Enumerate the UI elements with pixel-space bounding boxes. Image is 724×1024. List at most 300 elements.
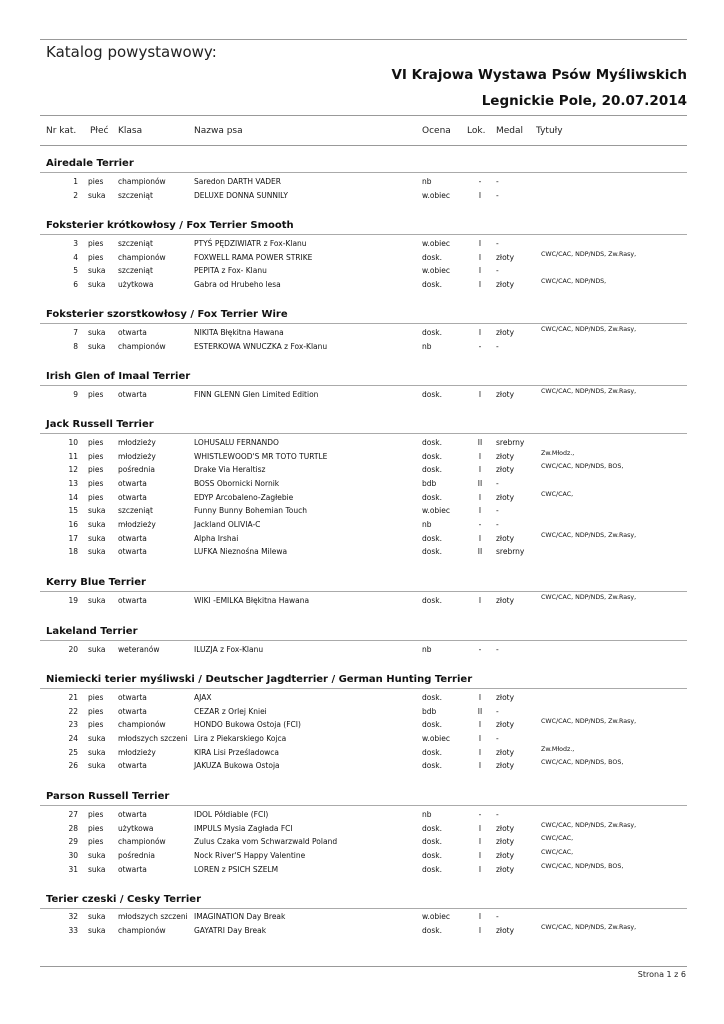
- cell-sex: pies: [88, 823, 104, 833]
- cell-medal: -: [496, 519, 499, 529]
- cell-class: młodzieży: [118, 747, 156, 757]
- cell-place: I: [478, 850, 482, 860]
- cell-medal: -: [496, 177, 499, 186]
- cell-name: NIKITA Błękitna Hawana: [194, 328, 284, 337]
- cell-class: pośrednia: [118, 465, 155, 475]
- cell-medal: złoty: [496, 850, 515, 860]
- cell-place: I: [478, 252, 482, 262]
- cell-place: I: [478, 912, 482, 921]
- section-title: Niemiecki terier myśliwski / Deutscher Jagdterrier / German Hunting Terrier: [46, 674, 473, 685]
- cell-place: I: [478, 451, 482, 461]
- column-header-titles: Tytuły: [536, 126, 563, 136]
- cell-name: PEPITA z Fox- Klanu: [194, 266, 267, 276]
- cell-medal: złoty: [496, 837, 515, 847]
- cell-nr: 31: [68, 864, 78, 874]
- cell-titles: CWC/CAC, NDP/NDS, Zw.Rasy,: [541, 821, 637, 829]
- cell-place: -: [478, 645, 482, 654]
- cell-nr: 28: [68, 823, 78, 833]
- cell-medal: -: [496, 478, 499, 488]
- cell-sex: suka: [88, 547, 106, 557]
- cell-nr: 5: [73, 266, 78, 276]
- cell-grade: dosk.: [422, 492, 442, 502]
- cell-nr: 8: [73, 341, 78, 351]
- cell-medal: złoty: [496, 533, 515, 543]
- cell-medal: złoty: [496, 492, 515, 502]
- cell-nr: 2: [73, 190, 78, 200]
- cell-nr: 3: [73, 239, 78, 248]
- event-title: VI Krajowa Wystawa Psów Myśliwskich: [391, 67, 687, 83]
- cell-grade: dosk.: [422, 252, 442, 262]
- cell-sex: suka: [88, 506, 106, 516]
- cell-class: pośrednia: [118, 850, 155, 860]
- column-header-medal: Medal: [496, 126, 524, 136]
- cell-medal: złoty: [496, 465, 515, 475]
- section-rule: [40, 172, 687, 173]
- cell-medal: -: [496, 706, 499, 716]
- cell-nr: 11: [68, 451, 78, 461]
- cell-nr: 13: [68, 478, 78, 488]
- cell-titles: CWC/CAC, NDP/NDS, BOS,: [541, 862, 624, 870]
- cell-class: weteranów: [118, 645, 160, 654]
- column-header-sex: Płeć: [90, 126, 109, 136]
- cell-sex: pies: [88, 438, 104, 447]
- cell-nr: 10: [68, 438, 78, 447]
- cell-titles: CWC/CAC,: [541, 490, 574, 498]
- cell-nr: 16: [68, 519, 78, 529]
- cell-sex: suka: [88, 850, 106, 860]
- cell-name: GAYATRI Day Break: [194, 925, 267, 935]
- cell-class: championów: [118, 177, 166, 186]
- cell-sex: pies: [88, 390, 104, 399]
- cell-grade: dosk.: [422, 279, 442, 289]
- cell-nr: 26: [68, 761, 78, 771]
- cell-sex: suka: [88, 519, 106, 529]
- cell-nr: 29: [68, 837, 78, 847]
- table-row: [0, 250, 724, 267]
- section-title: Jack Russell Terrier: [46, 419, 154, 430]
- cell-medal: srebrny: [496, 438, 525, 447]
- cell-nr: 21: [68, 693, 78, 702]
- cell-medal: złoty: [496, 279, 515, 289]
- cell-name: PTYŚ PĘDZIWIATR z Fox-Klanu: [194, 239, 307, 248]
- cell-nr: 12: [68, 465, 78, 475]
- cell-medal: złoty: [496, 693, 515, 702]
- cell-sex: pies: [88, 478, 104, 488]
- cell-medal: złoty: [496, 252, 515, 262]
- cell-nr: 23: [68, 720, 78, 730]
- cell-medal: złoty: [496, 720, 515, 730]
- section-rule: [40, 640, 687, 641]
- cell-grade: dosk.: [422, 465, 442, 475]
- cell-sex: suka: [88, 912, 106, 921]
- cell-grade: dosk.: [422, 761, 442, 771]
- cell-class: championów: [118, 925, 166, 935]
- cell-medal: złoty: [496, 761, 515, 771]
- cell-name: Saredon DARTH VADER: [194, 177, 281, 186]
- cell-grade: dosk.: [422, 547, 442, 557]
- cell-medal: -: [496, 645, 499, 654]
- cell-grade: nb: [422, 810, 432, 819]
- cell-class: szczeniąt: [118, 506, 153, 516]
- table-row: [0, 506, 724, 520]
- cell-name: JAKUZA Bukowa Ostoja: [194, 761, 280, 771]
- cell-place: II: [477, 547, 483, 557]
- cell-sex: suka: [88, 596, 106, 605]
- table-row: [0, 531, 724, 548]
- cell-grade: w.obiec: [422, 266, 451, 276]
- section-title: Irish Glen of Imaal Terrier: [46, 371, 191, 382]
- cell-nr: 1: [73, 177, 78, 186]
- cell-medal: -: [496, 912, 499, 921]
- cell-name: Jackland OLIVIA-C: [194, 519, 261, 529]
- cell-place: -: [478, 810, 482, 819]
- cell-medal: złoty: [496, 747, 515, 757]
- section-title: Lakeland Terrier: [46, 626, 138, 637]
- cell-sex: suka: [88, 645, 106, 654]
- cell-class: młodszych szczeni: [118, 912, 188, 921]
- cell-medal: złoty: [496, 925, 515, 935]
- cell-grade: dosk.: [422, 596, 442, 605]
- column-header-nr: Nr kat.: [46, 126, 77, 136]
- cell-medal: -: [496, 190, 499, 200]
- cell-name: AJAX: [194, 693, 212, 702]
- cell-class: championów: [118, 341, 166, 351]
- cell-class: otwarta: [118, 492, 147, 502]
- cell-sex: pies: [88, 177, 104, 186]
- cell-medal: srebrny: [496, 547, 525, 557]
- cell-nr: 6: [73, 279, 78, 289]
- cell-nr: 20: [68, 645, 78, 654]
- cell-name: Zulus Czaka vom Schwarzwald Poland: [194, 837, 338, 847]
- cell-titles: CWC/CAC, NDP/NDS, BOS,: [541, 463, 624, 471]
- cell-class: otwarta: [118, 810, 147, 819]
- cell-titles: CWC/CAC, NDP/NDS, Zw.Rasy,: [541, 388, 637, 395]
- cell-nr: 33: [68, 925, 78, 935]
- cell-class: młodzieży: [118, 451, 156, 461]
- table-row: [0, 547, 724, 561]
- cell-name: LOREN z PSICH SZELM: [194, 864, 279, 874]
- cell-grade: dosk.: [422, 850, 442, 860]
- cell-medal: złoty: [496, 596, 515, 605]
- cell-name: LOHUSALU FERNANDO: [194, 438, 279, 447]
- cell-nr: 24: [68, 733, 78, 743]
- cell-class: championów: [118, 252, 166, 262]
- cell-nr: 14: [68, 492, 78, 502]
- cell-place: I: [478, 190, 482, 200]
- cell-name: WIKI -EMILKA Błękitna Hawana: [194, 596, 310, 605]
- cell-medal: -: [496, 266, 499, 276]
- cell-titles: CWC/CAC, NDP/NDS, BOS,: [541, 759, 624, 767]
- cell-sex: pies: [88, 720, 104, 730]
- cell-place: I: [478, 328, 482, 337]
- cell-class: otwarta: [118, 328, 147, 337]
- cell-nr: 4: [73, 252, 78, 262]
- table-row: [0, 390, 724, 404]
- catalog-title: Katalog powystawowy:: [46, 43, 217, 61]
- cell-place: I: [478, 492, 482, 502]
- cell-medal: -: [496, 341, 499, 351]
- cell-name: FOXWELL RAMA POWER STRIKE: [194, 252, 313, 262]
- cell-name: HONDO Bukowa Ostoja (FCI): [194, 720, 301, 730]
- cell-place: I: [478, 747, 482, 757]
- cell-place: I: [478, 279, 482, 289]
- cell-sex: suka: [88, 733, 106, 743]
- table-row: [0, 328, 724, 342]
- cell-class: otwarta: [118, 596, 147, 605]
- cell-place: I: [478, 925, 482, 935]
- cell-name: EDYP Arcobaleno-Zagłebie: [194, 492, 294, 502]
- table-row: [0, 645, 724, 659]
- cell-sex: suka: [88, 925, 106, 935]
- cell-name: Lira z Piekarskiego Kojca: [194, 733, 287, 743]
- cell-sex: pies: [88, 810, 104, 819]
- cell-place: I: [478, 390, 482, 399]
- cell-class: otwarta: [118, 547, 147, 557]
- table-row: [0, 821, 724, 838]
- cell-class: otwarta: [118, 761, 147, 771]
- cell-sex: pies: [88, 492, 104, 502]
- cell-grade: dosk.: [422, 438, 442, 447]
- table-row: [0, 490, 724, 507]
- cell-name: BOSS Obornicki Nornik: [194, 478, 280, 488]
- cell-sex: suka: [88, 190, 106, 200]
- table-row: [0, 191, 724, 205]
- cell-place: I: [478, 761, 482, 771]
- page-number: Strona 1 z 6: [637, 970, 686, 979]
- cell-medal: złoty: [496, 390, 515, 399]
- cell-class: młodzieży: [118, 438, 156, 447]
- cell-titles: CWC/CAC,: [541, 835, 574, 843]
- cell-sex: pies: [88, 451, 104, 461]
- cell-place: -: [478, 519, 482, 529]
- cell-sex: suka: [88, 533, 106, 543]
- cell-grade: nb: [422, 519, 432, 529]
- cell-nr: 27: [68, 810, 78, 819]
- cell-sex: suka: [88, 864, 106, 874]
- cell-medal: złoty: [496, 328, 515, 337]
- table-row: [0, 438, 724, 452]
- cell-class: szczeniąt: [118, 190, 153, 200]
- section-title: Terier czeski / Cesky Terrier: [46, 894, 202, 905]
- cell-grade: w.obiec: [422, 239, 451, 248]
- cell-medal: złoty: [496, 823, 515, 833]
- cell-place: I: [478, 864, 482, 874]
- table-row: [0, 266, 724, 280]
- cell-grade: nb: [422, 645, 432, 654]
- cell-place: I: [478, 837, 482, 847]
- cell-place: I: [478, 266, 482, 276]
- cell-grade: nb: [422, 341, 432, 351]
- cell-nr: 17: [68, 533, 78, 543]
- cell-class: użytkowa: [118, 823, 154, 833]
- cell-name: FINN GLENN Glen Limited Edition: [194, 390, 319, 399]
- cell-place: I: [478, 823, 482, 833]
- cell-nr: 25: [68, 747, 78, 757]
- cell-titles: CWC/CAC, NDP/NDS, Zw.Rasy,: [541, 531, 637, 539]
- section-title: Kerry Blue Terrier: [46, 577, 146, 588]
- cell-place: I: [478, 720, 482, 730]
- cell-grade: nb: [422, 177, 432, 186]
- cell-class: użytkowa: [118, 279, 154, 289]
- cell-medal: złoty: [496, 451, 515, 461]
- table-row: [0, 837, 724, 851]
- cell-grade: w.obiec: [422, 506, 451, 516]
- cell-medal: -: [496, 506, 499, 516]
- event-place: Legnickie Pole, 20.07.2014: [481, 93, 687, 109]
- cell-place: II: [477, 438, 483, 447]
- cell-grade: bdb: [422, 478, 437, 488]
- cell-place: I: [478, 239, 482, 248]
- cell-nr: 22: [68, 706, 78, 716]
- cell-name: DELUXE DONNA SUNNILY: [194, 190, 288, 200]
- cell-name: Gabra od Hrubeho lesa: [194, 279, 281, 289]
- cell-nr: 30: [68, 850, 78, 860]
- cell-nr: 15: [68, 506, 78, 516]
- cell-place: I: [478, 533, 482, 543]
- cell-nr: 32: [68, 912, 78, 921]
- section-rule: [40, 433, 687, 434]
- cell-class: szczeniąt: [118, 266, 153, 276]
- section-rule: [40, 234, 687, 235]
- cell-class: otwarta: [118, 533, 147, 543]
- cell-grade: dosk.: [422, 693, 442, 702]
- column-header-class: Klasa: [118, 126, 143, 136]
- table-row: [0, 596, 724, 610]
- cell-name: CEZAR z Orlej Kniei: [194, 706, 267, 716]
- table-row: [0, 923, 724, 940]
- section-rule: [40, 688, 687, 689]
- cell-name: KIRA Lisi Prześladowca: [194, 747, 280, 757]
- cell-place: -: [478, 341, 482, 351]
- cell-titles: Zw.Młodz.,: [541, 745, 575, 753]
- cell-nr: 19: [68, 596, 78, 605]
- cell-class: szczeniąt: [118, 239, 153, 248]
- table-row: [0, 761, 724, 775]
- top-rule: [40, 39, 687, 40]
- cell-grade: w.obiec: [422, 912, 451, 921]
- cell-medal: -: [496, 239, 499, 248]
- cell-medal: -: [496, 733, 499, 743]
- cell-grade: dosk.: [422, 720, 442, 730]
- cell-grade: dosk.: [422, 533, 442, 543]
- table-row: [0, 862, 724, 879]
- cell-grade: w.obiec: [422, 190, 451, 200]
- cell-class: championów: [118, 837, 166, 847]
- cell-name: IDOL Półdiable (FCI): [194, 810, 269, 819]
- table-row: [0, 720, 724, 734]
- section-rule: [40, 591, 687, 592]
- cell-name: WHISTLEWOOD'S MR TOTO TURTLE: [194, 451, 328, 461]
- cell-grade: dosk.: [422, 747, 442, 757]
- table-row: [0, 277, 724, 294]
- table-row: [0, 177, 724, 191]
- table-row: [0, 342, 724, 356]
- cell-place: I: [478, 693, 482, 702]
- cell-place: II: [477, 706, 483, 716]
- cell-sex: suka: [88, 761, 106, 771]
- table-row: [0, 693, 724, 707]
- cell-sex: suka: [88, 279, 106, 289]
- cell-titles: CWC/CAC, NDP/NDS, Zw.Rasy,: [541, 718, 637, 726]
- cell-medal: złoty: [496, 864, 515, 874]
- section-title: Foksterier szorstkowłosy / Fox Terrier Wire: [46, 309, 288, 320]
- cell-name: IMPULS Mysia Zagłada FCI: [194, 823, 293, 833]
- cell-grade: dosk.: [422, 451, 442, 461]
- table-row: [0, 465, 724, 479]
- cell-grade: dosk.: [422, 925, 442, 935]
- cell-sex: suka: [88, 328, 106, 337]
- cell-titles: Zw.Młodz.,: [541, 449, 575, 457]
- column-header-name: Nazwa psa: [194, 126, 243, 136]
- cell-titles: CWC/CAC, NDP/NDS, Zw.Rasy,: [541, 326, 637, 333]
- cell-place: -: [478, 177, 482, 186]
- cell-sex: suka: [88, 747, 106, 757]
- cell-place: II: [477, 478, 483, 488]
- cell-sex: suka: [88, 266, 106, 276]
- header-rule: [40, 115, 687, 116]
- cell-grade: dosk.: [422, 864, 442, 874]
- cell-grade: dosk.: [422, 837, 442, 847]
- section-title: Airedale Terrier: [46, 158, 134, 169]
- cell-name: LUFKA Nieznośna Milewa: [194, 547, 288, 557]
- section-title: Foksterier krótkowłosy / Fox Terrier Smooth: [46, 220, 294, 231]
- cell-nr: 9: [73, 390, 78, 399]
- table-row: [0, 479, 724, 493]
- footer-rule: [40, 966, 687, 967]
- section-title: Parson Russell Terrier: [46, 791, 170, 802]
- cell-sex: pies: [88, 239, 104, 248]
- cell-grade: dosk.: [422, 328, 442, 337]
- cell-titles: CWC/CAC, NDP/NDS, Zw.Rasy,: [541, 594, 637, 601]
- cell-name: Drake Via Heraltisz: [194, 465, 266, 475]
- cell-titles: CWC/CAC,: [541, 848, 574, 856]
- cell-name: Nock River'S Happy Valentine: [194, 850, 306, 860]
- cell-name: IMAGINATION Day Break: [194, 912, 286, 921]
- cell-sex: suka: [88, 341, 106, 351]
- cell-grade: dosk.: [422, 390, 442, 399]
- cell-grade: dosk.: [422, 823, 442, 833]
- cell-nr: 7: [73, 328, 78, 337]
- cell-class: młodzieży: [118, 519, 156, 529]
- table-row: [0, 734, 724, 748]
- cell-sex: pies: [88, 252, 104, 262]
- cell-place: I: [478, 506, 482, 516]
- cell-name: ESTERKOWA WNUCZKA z Fox-Klanu: [194, 341, 328, 351]
- cell-nr: 18: [68, 547, 78, 557]
- cell-name: Funny Bunny Bohemian Touch: [194, 506, 307, 516]
- section-rule: [40, 908, 687, 909]
- cell-titles: CWC/CAC, NDP/NDS,: [541, 277, 607, 285]
- section-rule: [40, 805, 687, 806]
- cell-class: otwarta: [118, 693, 147, 702]
- cell-class: otwarta: [118, 706, 147, 716]
- column-header-place: Lok.: [467, 126, 486, 136]
- column-header-rule: [40, 145, 687, 146]
- cell-grade: bdb: [422, 706, 437, 716]
- cell-sex: pies: [88, 465, 104, 475]
- section-rule: [40, 385, 687, 386]
- cell-medal: -: [496, 810, 499, 819]
- cell-class: championów: [118, 720, 166, 730]
- column-header-grade: Ocena: [422, 126, 451, 136]
- cell-class: otwarta: [118, 864, 147, 874]
- section-rule: [40, 323, 687, 324]
- cell-place: I: [478, 733, 482, 743]
- cell-titles: CWC/CAC, NDP/NDS, Zw.Rasy,: [541, 923, 637, 931]
- cell-place: I: [478, 465, 482, 475]
- cell-grade: w.obiec: [422, 733, 451, 743]
- cell-sex: pies: [88, 693, 104, 702]
